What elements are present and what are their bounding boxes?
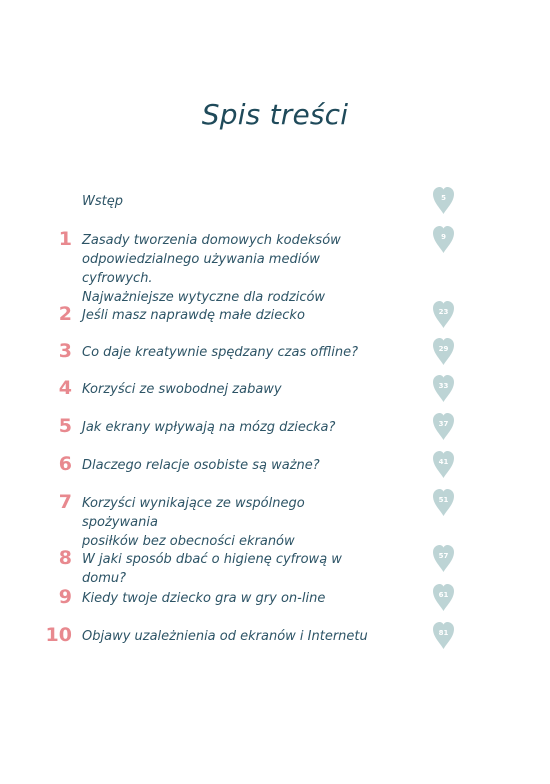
heart-page-badge <box>431 412 456 441</box>
page-number: 37 <box>438 420 449 428</box>
chapter-title: Jak ekrany wpływają na mózg dziecka? <box>82 420 336 435</box>
chapter-number: 9 <box>58 586 72 608</box>
heart-page-badge <box>431 186 456 215</box>
heart-page-badge <box>431 225 456 254</box>
page-number: 51 <box>438 496 449 504</box>
page-number: 29 <box>438 345 449 353</box>
page-number: 5 <box>441 194 446 202</box>
chapter-number: 2 <box>58 303 72 325</box>
chapter-title: Korzyści ze swobodnej zabawy <box>82 382 282 397</box>
chapter-title: Zasady tworzenia domowych kodeksów odpowiedzialnego używania mediów cyfrowych. Najważniejsze wytyczne dla rodziców <box>82 233 341 305</box>
chapter-number: 4 <box>58 377 72 399</box>
chapter-number: 6 <box>58 453 72 475</box>
page-number: 81 <box>438 629 449 637</box>
chapter-number: 7 <box>58 491 72 513</box>
chapter-title: Korzyści wynikające ze wspólnego spożywania posiłków bez obecności ekranów <box>82 496 305 549</box>
chapter-title: Kiedy twoje dziecko gra w gry on-line <box>82 591 326 606</box>
heart-page-badge <box>431 621 456 650</box>
heart-page-badge <box>431 544 456 573</box>
chapter-title: Wstęp <box>82 194 123 209</box>
heart-page-badge <box>431 583 456 612</box>
chapter-title: Objawy uzależnienia od ekranów i Internetu <box>82 629 368 644</box>
heart-page-badge <box>431 374 456 403</box>
chapter-number: 5 <box>58 415 72 437</box>
chapter-number: 1 <box>58 228 72 250</box>
page-number: 57 <box>438 552 449 560</box>
heart-page-badge <box>431 337 456 366</box>
page-number: 41 <box>438 458 449 466</box>
page-number: 33 <box>438 382 449 390</box>
heart-page-badge <box>431 450 456 479</box>
chapter-title: Dlaczego relacje osobiste są ważne? <box>82 458 320 473</box>
page-number: 9 <box>441 233 446 241</box>
page-number: 61 <box>438 591 449 599</box>
chapter-title: W jaki sposób dbać o higienę cyfrową w domu? <box>82 552 342 586</box>
chapter-title: Co daje kreatywnie spędzany czas offline? <box>82 345 359 360</box>
chapter-number: 10 <box>45 624 72 646</box>
chapter-number: 3 <box>58 340 72 362</box>
chapter-number: 8 <box>58 547 72 569</box>
heart-page-badge <box>431 488 456 517</box>
heart-page-badge <box>431 300 456 329</box>
chapter-title: Jeśli masz naprawdę małe dziecko <box>82 308 305 323</box>
page-number: 23 <box>438 308 449 316</box>
page-title: Spis treści <box>201 98 349 131</box>
